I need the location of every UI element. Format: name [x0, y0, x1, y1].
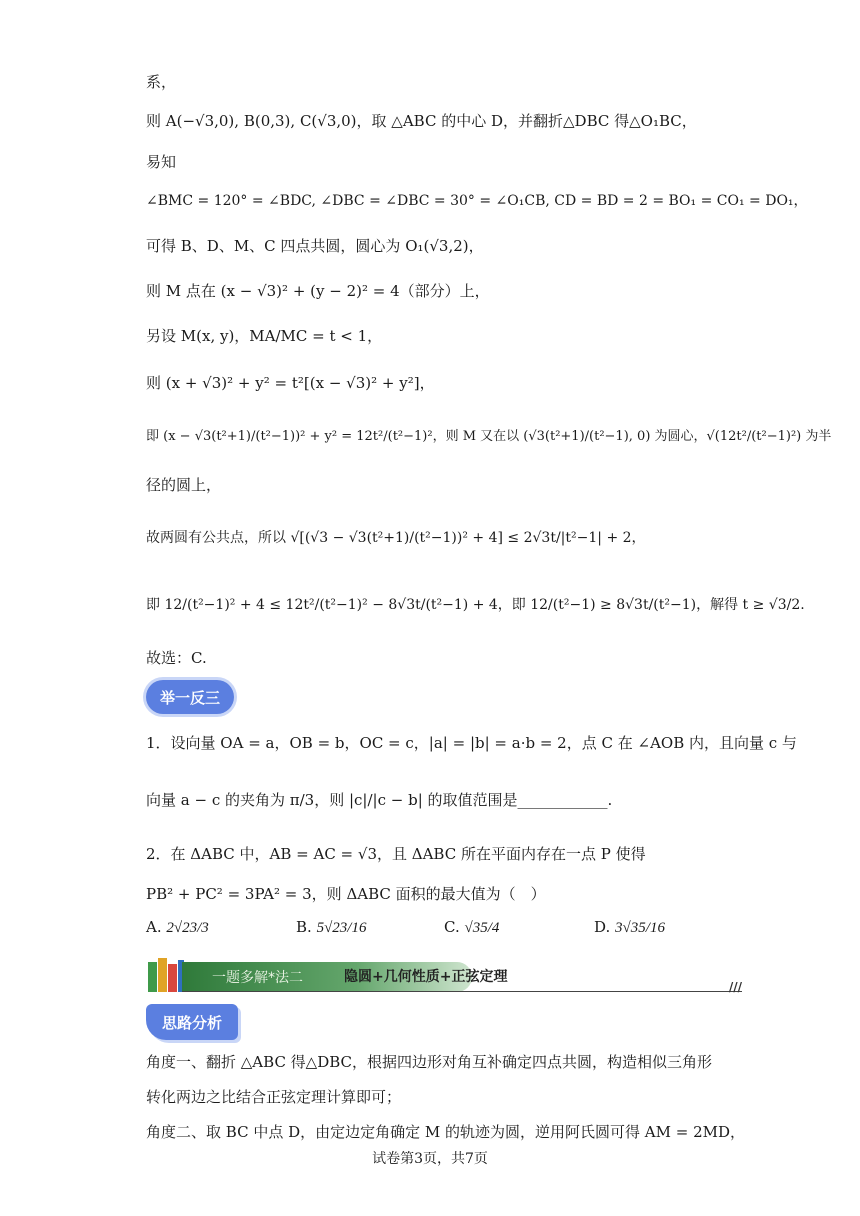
choice-d: D. 3√35/16 [594, 918, 665, 936]
text-line: 系， [146, 73, 177, 91]
section-badge: 举一反三 [146, 680, 234, 714]
problem-2-line-2: PB² + PC² = 3PA² = 3，则 ΔABC 面积的最大值为（ ） [146, 885, 546, 903]
text-line: 即 (x − √3(t²+1)/(t²−1))² + y² = 12t²/(t²−1)²，则 M 又在以 (√3(t²+1)/(t²−1), 0) 为圆心，√(12t²/(t²−1)²) 为半 [146, 429, 832, 444]
text-line: 则 M 点在 (x − √3)² + (y − 2)² = 4（部分）上， [146, 282, 490, 300]
problem-1-line-1: 1．设向量 OA = a，OB = b，OC = c，|a| = |b| = a·b = 2，点 C 在 ∠AOB 内，且向量 c 与 [146, 734, 797, 752]
choice-a: A. 2√23/3 [146, 918, 209, 936]
banner-divider [182, 991, 742, 992]
text-line: 另设 M(x, y)，MA/MC = t < 1， [146, 327, 383, 345]
method-label: 一题多解*法二 [212, 970, 303, 986]
analysis-line: 角度一、翻折 △ABC 得△DBC，根据四边形对角互补确定四点共圆，构造相似三角形 [146, 1053, 713, 1071]
analysis-line: 转化两边之比结合正弦定理计算即可； [146, 1088, 402, 1106]
text-line: 即 12/(t²−1)² + 4 ≤ 12t²/(t²−1)² − 8√3t/(t²−1) + 4，即 12/(t²−1) ≥ 8√3t/(t²−1)，解得 t ≥ √3/2. [146, 597, 805, 613]
text-line: 则 (x + √3)² + y² = t²[(x − √3)² + y²]， [146, 374, 435, 392]
choice-b: B. 5√23/16 [296, 918, 367, 936]
banner-mark: /// [728, 980, 742, 994]
analysis-badge: 思路分析 [146, 1004, 238, 1040]
method-title: 隐圆+几何性质+正弦定理 [344, 969, 508, 985]
method-banner [146, 954, 742, 994]
text-line: 则 A(−√3,0), B(0,3), C(√3,0)，取 △ABC 的中心 D，并翻折△DBC 得△O₁BC， [146, 112, 697, 130]
text-line: 可得 B、D、M、C 四点共圆，圆心为 O₁(√3,2)， [146, 237, 484, 255]
text-line: 径的圆上， [146, 476, 222, 494]
text-line: ∠BMC = 120° = ∠BDC, ∠DBC = ∠DBC = 30° = ∠O₁CB, CD = BD = 2 = BO₁ = CO₁ = DO₁， [146, 193, 808, 209]
problem-1-line-2: 向量 a − c 的夹角为 π/3，则 |c|/|c − b| 的取值范围是____________. [146, 791, 613, 809]
problem-2-line-1: 2．在 ΔABC 中，AB = AC = √3，且 ΔABC 所在平面内存在一点 P 使得 [146, 845, 646, 863]
text-line: 易知 [146, 153, 177, 171]
text-line: 故两圆有公共点，所以 √[(√3 − √3(t²+1)/(t²−1))² + 4] ≤ 2√3t/|t²−1| + 2， [146, 530, 646, 546]
choice-c: C. √35/4 [444, 918, 500, 936]
text-line: 故选：C. [146, 649, 207, 667]
books-icon [146, 954, 186, 994]
analysis-line: 角度二、取 BC 中点 D，由定边定角确定 M 的轨迹为圆，逆用阿氏圆可得 AM = 2MD， [146, 1123, 745, 1141]
page-footer: 试卷第3页，共7页 [372, 1151, 488, 1167]
